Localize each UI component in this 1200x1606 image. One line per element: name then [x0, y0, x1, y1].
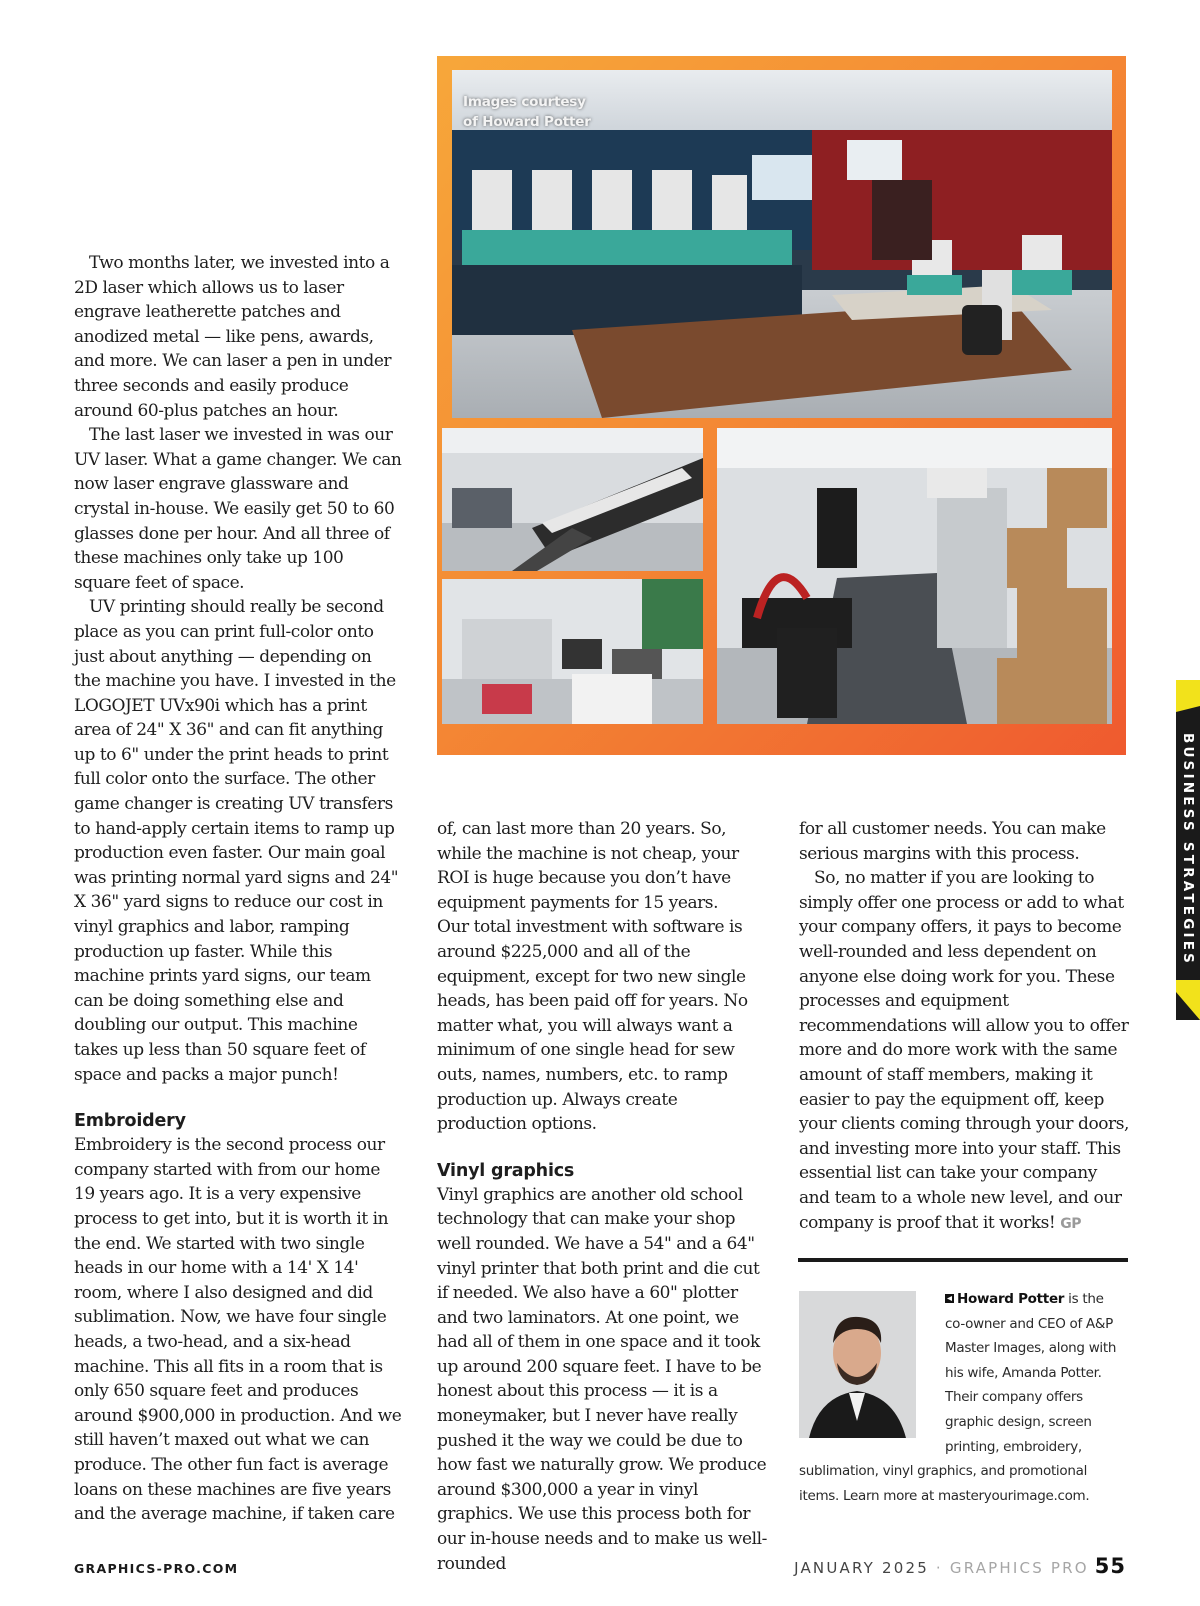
page-number: 55: [1094, 1554, 1126, 1578]
end-mark: GP: [1060, 1215, 1082, 1232]
footer-separator: ·: [928, 1559, 950, 1577]
photo-printer-room: [442, 428, 703, 571]
section-side-tab: [1176, 680, 1200, 1020]
column-3: [799, 817, 1129, 1236]
paragraph: Our total investment with software is around $225,000 and all of the equipment, except for two new single heads, has been paid off for years. No matter what, you will always want a minimum of one single head for sew outs, names, numbers, etc. to ramp production up. Always create production options.: [437, 917, 748, 1135]
section-heading-embroidery: Embroidery: [74, 1111, 186, 1132]
paragraph: [799, 866, 1129, 1236]
author-bio: [799, 1287, 1124, 1508]
image-credit: [463, 92, 591, 132]
image-credit-line-1: Images courtesy: [463, 94, 586, 110]
arrow-icon: [945, 1294, 954, 1303]
paragraph: of, can last more than 20 years. So, while the machine is not cheap, your ROI is huge because you don’t have equipment payments for 15 years.: [437, 819, 739, 913]
image-credit-line-2: of Howard Potter: [463, 114, 591, 130]
footer-date: JANUARY 2025: [794, 1559, 929, 1577]
side-tab-label: BUSINESS STRATEGIES: [1180, 733, 1196, 967]
column-2: [437, 817, 769, 1576]
footer-publication: GRAPHICS PRO: [949, 1559, 1089, 1577]
bio-text: is the co-owner and CEO of A&P Master Images, along with his wife, Amanda Potter. Their company offers graphic design, screen printing, embroidery, sublimation, vinyl graphics, and promotional items. Learn more at masteryourimage.com.: [799, 1291, 1117, 1504]
bio-divider: [798, 1258, 1128, 1262]
photo-supply-room: [717, 428, 1112, 724]
footer-folio: [794, 1554, 1126, 1578]
paragraph: for all customer needs. You can make serious margins with this process.: [799, 819, 1106, 864]
photo-laser-station: [442, 579, 703, 724]
paragraph: The last laser we invested in was our UV laser. What a game changer. We can now laser engrave glassware and crystal in-house. We easily get 50 to 60 glasses done per hour. And all three of these machines only take up 100 square feet of space.: [74, 425, 402, 593]
author-name: Howard Potter: [957, 1291, 1065, 1307]
paragraph: Vinyl graphics are another old school technology that can make your shop well rounded. We have a 54" and a 64" vinyl printer that both print and die cut if needed. We also have a 60" plotter and two laminators. At one point, we had all of them in one space and it took up around 200 square feet. I have to be honest about this process — it is a moneymaker, but I never have really pushed it the way we could be due to how fast we naturally grow. We produce around $300,000 a year in vinyl graphics. We use this process both for our in-house needs and to make us well-rounded: [437, 1184, 767, 1574]
photo-collage: [437, 56, 1126, 755]
column-1: [74, 251, 402, 1527]
paragraph-text: So, no matter if you are looking to simply offer one process or add to what your company offers, it pays to become well-rounded and less dependent on anyone else doing work for you. These processes and equipment recommendations will allow you to offer more and do more work with the same amount of staff members, making it easier to pay the equipment off, keep your clients coming through your doors, and investing more into your staff. This essential list can take your company and team to a whole new level, and our company is proof that it works!: [799, 868, 1129, 1233]
paragraph: UV printing should really be second place as you can print full-color onto just about anything — depending on the machine you have. I invested in the LOGOJET UVx90i which has a print area of 24" X 36" and can fit anything up to 6" under the print heads to print full color onto the surface. The other game changer is creating UV transfers to hand-apply certain items to ramp up production even faster. Our main goal was printing normal yard signs and 24" X 36" yard signs to reduce our cost in vinyl graphics and labor, ramping production up faster. While this machine prints yard signs, our team can be doing something else and doubling our output. This machine takes up less than 50 square feet of space and packs a major punch!: [74, 597, 399, 1085]
paragraph: Two months later, we invested into a 2D laser which allows us to laser engrave leatherette patches and anodized metal — like pens, awards, and more. We can laser a pen in under three seconds and easily produce around 60-plus patches an hour.: [74, 253, 392, 421]
section-heading-vinyl-graphics: Vinyl graphics: [437, 1160, 575, 1181]
paragraph: Embroidery is the second process our company started with from our home 19 years ago. It is a very expensive process to get into, but it is worth it in the end. We started with two single heads in our home with a 14' X 14' room, where I also designed and did sublimation. Now, we have four single heads, a two-head, and a six-head machine. This all fits in a room that is only 650 square feet and produces around $900,000 in production. And we still haven’t maxed out what we can produce. The other fun fact is average loans on these machines are five years and the average machine, if taken care: [74, 1135, 402, 1525]
footer-site: GRAPHICS-PRO.COM: [74, 1561, 239, 1576]
